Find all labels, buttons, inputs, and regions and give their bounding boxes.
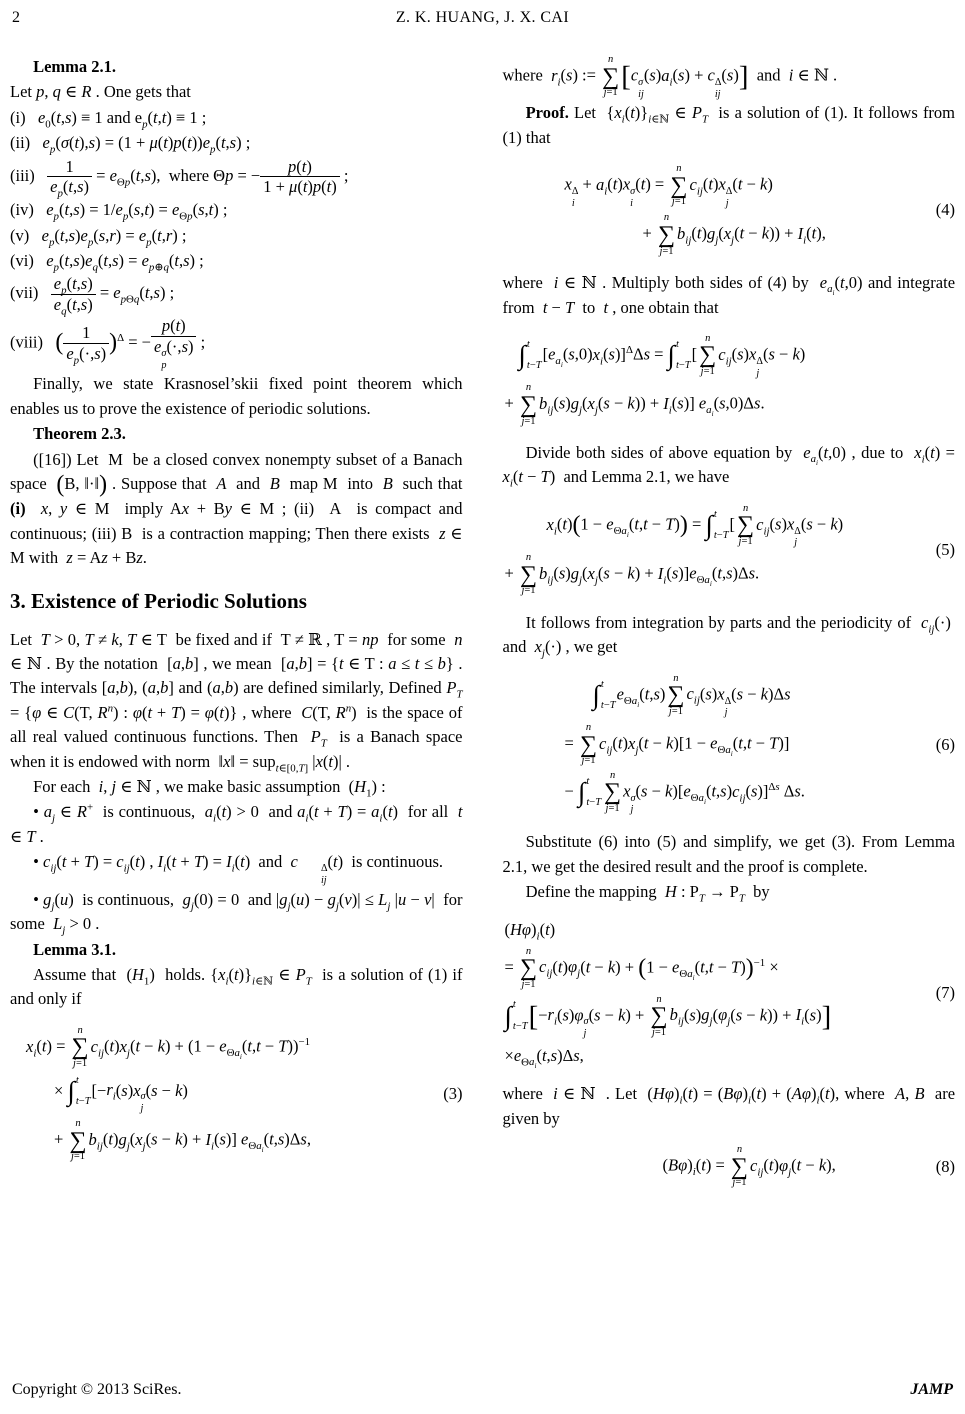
- para-where-ab: where i ∈ ℕ . Let $(H\varphi)_i(t) = (B\varphi)_i(t) + (A\varphi)_i(t)$, where A, B are given by: [502, 1084, 956, 1128]
- journal-abbreviation: JAMP: [910, 1381, 953, 1399]
- two-column-body: [10, 54, 955, 1203]
- lemma-3-1-title: Lemma 3.1.: [33, 939, 117, 959]
- assumption-bullet-c: • $c_{ij}(t + T) = c_{ij}(t)$ , $I_i(t + T) = I_i(t)$ and c Δ ij (t) is continuous.: [33, 852, 444, 887]
- para-multiply: where i ∈ ℕ . Multiply both sides of (4) by $e_{a_i}(t,0)$ and integrate from t − T to t , one obtain that: [502, 273, 956, 317]
- theorem-2-3-body: ([16]) Let M be a closed convex nonempty subset of a Banach space (B, ‖·‖) . Suppose that A and B map M into B such that (i) x, y ∈ M imply Ax + By ∈ M ; (ii) A is compact and continuous; (iii) B is a contraction mapping; Then there exists z ∈ M with z = Az + Bz.: [10, 449, 463, 568]
- para-divide: Divide both sides of above equation by $e_{a_i}(t,0)$ , due to $x_i(t) = x_i(t - T)$ and Lemma 2.1, we have: [502, 443, 955, 490]
- page-number: 2: [12, 9, 20, 26]
- lemma-2-1-item-i: (i) $e_0(t,s) \equiv 1$ and $e_p(t,t) \equiv 1$ ;: [10, 107, 207, 131]
- equation-5-number: (5): [935, 540, 955, 560]
- equation-6-line-3: − ∫ t t−T n ∑ j=1 x σ j $(s - k)[e_{\Theta a_i}(t,s)c_{ij}(s)]^{\Delta s}$ Δs.: [564, 769, 805, 816]
- equation-7-line-1: $(H\varphi)_i(t)$: [504, 920, 556, 943]
- equation-7-line-4: $\times e_{\Theta a_i}(t,s)\Delta s$,: [504, 1045, 584, 1071]
- equation-5: [503, 500, 956, 601]
- equation-5-line-2: + n ∑ j=1 $b_{ij}(s)g_j(x_j(s - k) + I_i(s)]e_{\Theta a_i}(t,s)\Delta s$.: [504, 552, 760, 597]
- para-where-r: where $r_i(s)$ := n ∑ j=1 [c σ ij $(s)a_i(s) + c$ Δ ij (s)] and i ∈ ℕ .: [502, 54, 838, 100]
- equation-6-line-1: ∫ t t−T $e_{\Theta a_i}(t,s)$ n ∑ j=1 $c_{ij}(s)x$ Δ j (s − k)Δs: [592, 672, 791, 719]
- lemma-2-1-title: Lemma 2.1.: [33, 57, 117, 76]
- section-3-paragraph: Let T > 0, T ≠ k, T ∈ T be fixed and if T ≠ ℝ , T = np for some n ∈ ℕ . By the notation [a,b] , we mean [a,b] = {t ∈ T : a ≤ t ≤ b} . The intervals [a,b), (a,b] and (a,b) are defined similarly, Defined $P_T = \{\varphi$ ∈ C(T, $R^n$) : φ(t + T) = φ(t)} , where C(T, $R^n$) is the space of all real valued continuous functions. Then $P_T$ is a Banach space when it is endowed with norm ‖x‖ = sup$_{t\in[0,T]}$ |x(t)| .: [10, 629, 463, 774]
- lemma-3-1-intro: Assume that $(H_1)$ holds. $\{x_i(t)\}_{i\in ℕ}$ ∈ $P_T$ is a solution of (1) if and only if: [10, 965, 463, 1009]
- assumption-bullet-g: • $g_j(u)$ is continuous, $g_j(0) = 0$ and $|g_j(u) - g_j(v)| \le L_j$ |u − v| for some $L_j > 0$ .: [10, 889, 463, 937]
- equation-6-number: (6): [935, 734, 955, 754]
- para-substitute: Substitute (6) into (5) and simplify, we get (3). From Lemma 2.1, we get the desired result and the proof is complete.: [502, 832, 955, 876]
- equation-8-line-1: $(B\varphi)_i(t)$ = n ∑ j=1 $c_{ij}(t)\varphi_j(t - k)$,: [662, 1144, 836, 1189]
- theorem-2-3-title: Theorem 2.3.: [33, 424, 126, 444]
- equation-7-line-2: = n ∑ j=1 $c_{ij}(t)\varphi_j(t - k) + (1 - e_{\Theta a_i}(t,t - T))^{-1}$ ×: [504, 945, 779, 991]
- equation-3-number: (3): [443, 1084, 463, 1104]
- equation-4: [503, 160, 956, 261]
- lemma-2-1-item-viii: (viii) ( $\frac{1}{e_p(\cdot,s)}$ )$^\Delta$ = − p(t) e σ p (·,s) ;: [10, 316, 206, 371]
- lemma-2-1-intro: Let p, q ∈ R . One gets that: [10, 82, 191, 102]
- para-proof-intro: Proof. Let $\{x_i(t)\}_{i\in ℕ}$ ∈ $P_T$ is a solution of (1). It follows from (1) that: [502, 103, 956, 147]
- equation-4-line-2: + n ∑ j=1 $b_{ij}(t)g_j(x_j(t - k)) + I_i(t)$,: [642, 212, 826, 257]
- equation-4-number: (4): [935, 200, 955, 220]
- section-3-heading: 3. Existence of Periodic Solutions: [10, 589, 307, 614]
- equation-3-line-1: $x_i(t)$ = n ∑ j=1 $c_{ij}(t)x_j(t - k) + (1 - e_{\Theta a_i}(t,t - T))^{-1}$: [26, 1024, 311, 1070]
- right-column: [503, 54, 956, 1203]
- assumption-bullet-a: • $a_j$ ∈ R+ is continuous, $a_i(t) > 0$ and $a_i(t + T) = a_i(t)$ for all t ∈ T .: [10, 801, 463, 846]
- page-footer: [12, 1378, 953, 1402]
- equation-5-line-1: $x_i(t)(1 - e_{\Theta a_i}(t,t - T))$ = ∫ t t−T [ n ∑ j=1 $c_{ij}(s)x$ Δ j (s − k): [546, 502, 844, 549]
- assumption-intro: For each i, j ∈ ℕ , we make basic assumption $(H_1)$ :: [33, 776, 386, 800]
- equation-3-line-2: × ∫ t t−T [$-r_i(s)x$ σ j (s − k): [54, 1074, 188, 1115]
- equation-unnumbered-line-2: + n ∑ j=1 $b_{ij}(s)g_j(x_j(s - k)) + I_i(s)$] $e_{a_i}(s,0)\Delta s$.: [504, 382, 765, 427]
- lemma-2-1-item-v: (v) $e_p(t,s)e_p(s,r) = e_p(t,r)$ ;: [10, 225, 187, 248]
- equation-unnumbered: [503, 330, 956, 431]
- equation-7-line-3: ∫ t t−T [$-r_i(s)\varphi$ σ j (s − k) + n ∑ j=1 $b_{ij}(s)g_j(\varphi_j(s - k)) + I_i(s)$]: [504, 993, 832, 1040]
- lemma-2-1-item-ii: (ii) $e_p(\sigma(t),s) = (1 + \mu(t)p(t))e_p(t,s)$ ;: [10, 133, 251, 156]
- para-krasnoselskii: Finally, we state Krasnosel’skii fixed point theorem which enables us to prove the existence of periodic solutions.: [10, 374, 463, 418]
- equation-6-line-2: = n ∑ j=1 $c_{ij}(t)x_j(t - k)[1 - e_{\Theta a_i}(t,t - T)]$: [564, 722, 790, 767]
- lemma-2-1-item-vi: (vi) $e_p(t,s)e_q(t,s) = e_{p\oplus q}(t,s)$ ;: [10, 251, 204, 274]
- equation-6: [503, 670, 956, 820]
- equation-7: [503, 914, 956, 1072]
- equation-8-number: (8): [935, 1156, 955, 1176]
- equation-3-line-3: + n ∑ j=1 $b_{ij}(t)g_j(x_j(s - k) + I_i(s)]$ $e_{\Theta a_i}(t,s)\Delta s$,: [54, 1118, 311, 1163]
- para-integration-by-parts: It follows from integration by parts and the periodicity of $c_{ij}(\cdot)$ and $x_j(\cdot)$ , we get: [502, 612, 955, 660]
- lemma-2-1-item-iii: (iii) $\frac{1}{e_p(t,s)}$ = $e_{\Theta p}(t,s)$, where Θp = − $\frac{p(t)}{1 + \mu(t)p(t)}$ ;: [10, 156, 349, 200]
- equation-unnumbered-line-1: ∫ t t−T $[e_{a_i}(s,0)x_i(s)]^\Delta\Delta s$ = ∫ t t−T [ n ∑ j=1 $c_{ij}(s)x$ Δ j (s − k): [518, 332, 806, 379]
- equation-8: [503, 1141, 956, 1193]
- copyright-notice: Copyright © 2013 SciRes.: [12, 1381, 182, 1399]
- para-define-mapping: Define the mapping H : $P_T \to P_T$ by: [525, 881, 770, 905]
- equation-7-number: (7): [935, 983, 955, 1003]
- lemma-2-1-item-vii: (vii) $\frac{e_p(t,s)}{e_q(t,s)}$ = $e_{p\Theta q}(t,s)$ ;: [10, 274, 175, 318]
- equation-4-line-1: x Δ i + $a_i(t)x$ σ i (t) = n ∑ j=1 $c_{ij}(t)x$ Δ j (t − k): [564, 163, 773, 209]
- left-column: [10, 54, 463, 1203]
- running-title: Z. K. HUANG, J. X. CAI: [395, 9, 570, 26]
- equation-3: [10, 1022, 463, 1167]
- lemma-2-1-item-iv: (iv) $e_p(t,s) = 1/e_p(s,t) = e_{\Theta p}(s,t)$ ;: [10, 200, 228, 223]
